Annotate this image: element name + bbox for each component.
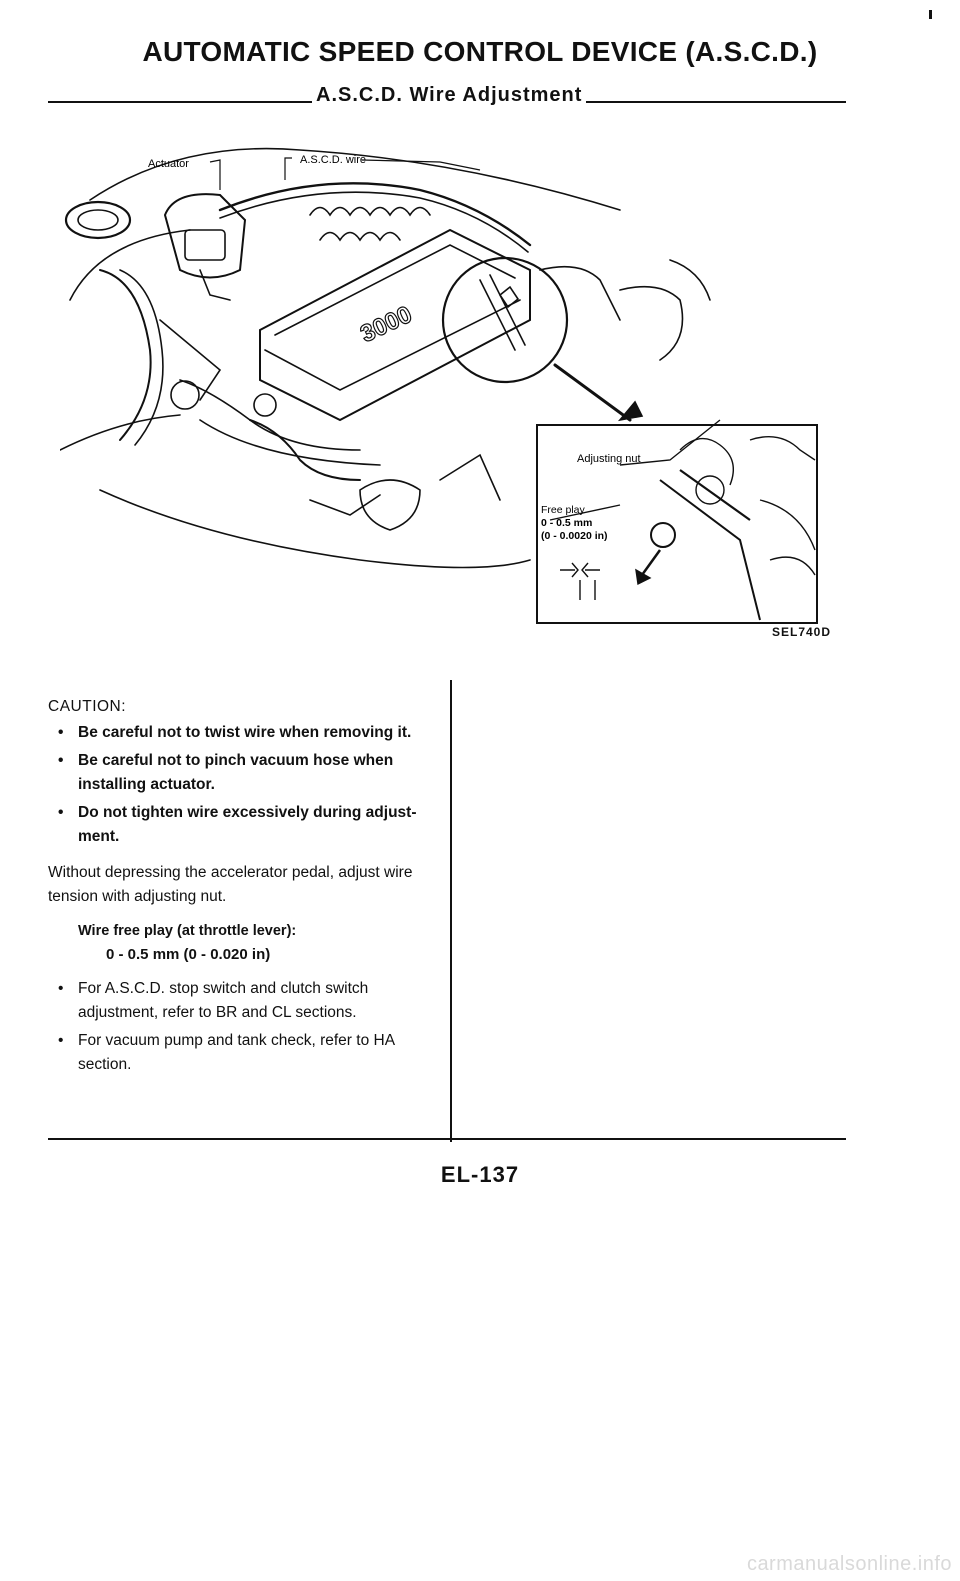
spec-label: Wire free play (at throttle lever): [78, 923, 297, 939]
note-item: • For vacuum pump and tank check, refer to HA section. [48, 1029, 433, 1077]
watermark: carmanualsonline.info [746, 1553, 952, 1575]
page-number: EL-137 [440, 1162, 520, 1187]
caution-title: CAUTION: [48, 698, 127, 715]
engine-illustration [60, 120, 850, 650]
spec-value: 0 - 0.5 mm (0 - 0.020 in) [106, 946, 271, 963]
bullet: • [58, 980, 64, 997]
free-play-mm: 0 - 0.5 mm [541, 517, 593, 529]
bullet: • [58, 724, 64, 741]
column-divider [450, 680, 452, 1142]
actuator-label: Actuator [148, 158, 189, 170]
caution-item: • Be careful not to twist wire when removing it. [48, 721, 433, 745]
wire-label: A.S.C.D. wire [300, 154, 367, 166]
figure-id: SEL740D [772, 625, 832, 639]
free-play-in: (0 - 0.0020 in) [541, 530, 608, 542]
free-play-label: Free play [541, 504, 585, 516]
bottom-rule [48, 1138, 846, 1140]
instruction-paragraph: Without depressing the accelerator pedal, adjust wire tension with adjusting nut. [48, 864, 413, 905]
section-subtitle: A.S.C.D. Wire Adjustment [312, 84, 586, 107]
engine-cover-text: 3000 [356, 300, 417, 349]
page-title: AUTOMATIC SPEED CONTROL DEVICE (A.S.C.D.) [142, 36, 818, 67]
bullet: • [58, 804, 64, 821]
adjusting-nut-label: Adjusting nut [577, 453, 641, 465]
bullet: • [58, 752, 64, 769]
note-item: • For A.S.C.D. stop switch and clutch switch adjustment, refer to BR and CL sections. [48, 977, 433, 1025]
body-text [48, 695, 433, 1081]
bullet: • [58, 1032, 64, 1049]
corner-mark [929, 10, 932, 19]
inset-detail [537, 420, 817, 623]
caution-item: • Do not tighten wire excessively during adjust-ment. [48, 801, 433, 849]
caution-item: • Be careful not to pinch vacuum hose when installing actuator. [48, 749, 433, 797]
